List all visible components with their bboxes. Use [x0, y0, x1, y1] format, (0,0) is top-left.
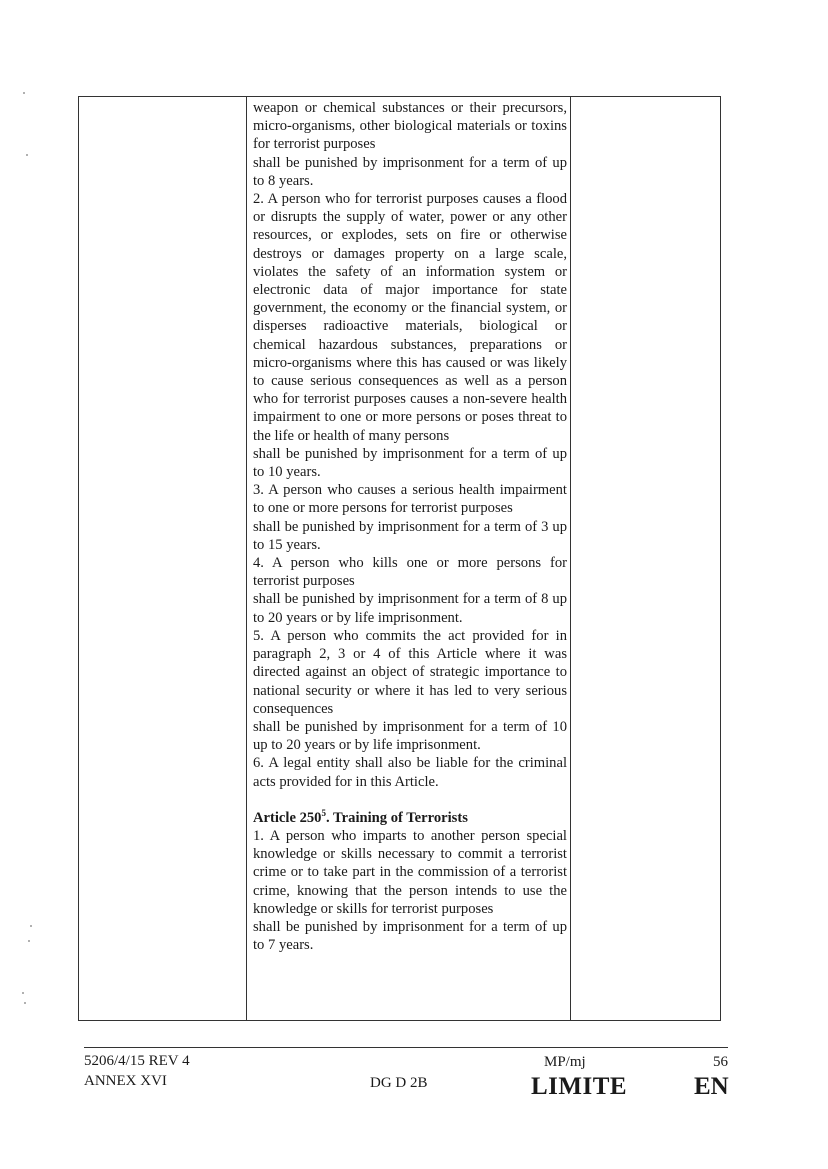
paragraph: shall be punished by imprisonment for a term of 8 up to 20 years or by life imprisonment. [253, 591, 567, 626]
article-heading-sup: 5 [321, 807, 326, 818]
table-column-left [79, 97, 247, 1020]
paragraph: weapon or chemical substances or their precursors, micro-organisms, other biological materials or toxins for terrorist purposes [253, 100, 567, 153]
paragraph: 1. A person who imparts to another person special knowledge or skills necessary to commit a terrorist crime or to take part in the commission of a terrorist crime, knowing that the person intends to use the knowledge or skills for terrorist purposes [253, 827, 567, 917]
classification-label: LIMITE [531, 1073, 628, 1100]
paragraph: shall be punished by imprisonment for a term of up to 10 years. [253, 445, 567, 481]
paragraph: shall be punished by imprisonment for a term of 3 up to 15 years. [253, 518, 567, 553]
table-column-right [571, 97, 720, 1020]
paragraph: 5. A person who commits the act provided for in paragraph 2, 3 or 4 of this Article where it was directed against an object of strategic importance to national security or where it has led to very serious consequences [253, 627, 567, 717]
annex-label: ANNEX XVI [84, 1073, 167, 1089]
paragraph: 3. A person who causes a serious health impairment to one or more persons for terrorist purposes [253, 482, 567, 517]
page-number: 56 [713, 1054, 728, 1070]
speck [22, 992, 24, 994]
article-text [253, 99, 567, 954]
doc-reference: 5206/4/15 REV 4 [84, 1053, 190, 1069]
author-initials: MP/mj [544, 1054, 586, 1070]
speck [23, 92, 25, 94]
speck [30, 925, 32, 927]
paragraph: 2. A person who for terrorist purposes causes a flood or disrupts the supply of water, power or any other resources, or explodes, sets on fire or otherwise destroys or damages property on a large scale, violates the safety of an information system or electronic data of major importance for state government, the economy or the financial system, or disperses radioactive materials, biological or chemical hazardous substances, preparations or micro-organisms where this has caused or was likely to cause serious consequences as well as a person who for terrorist purposes causes a non-severe health impairment to one or more persons or poses threat to the life or health of many persons [253, 191, 567, 444]
paragraph: 4. A person who kills one or more persons for terrorist purposes [253, 555, 567, 590]
spacer [253, 791, 567, 809]
article-heading-title: . Training of Terrorists [325, 809, 468, 826]
article-heading [253, 809, 567, 827]
language-code: EN [694, 1073, 729, 1100]
paragraph: shall be punished by imprisonment for a term of 10 up to 20 years or by life imprisonment. [253, 718, 567, 754]
footer-divider [84, 1047, 728, 1048]
table-column-text [247, 97, 571, 1020]
article-heading-prefix: Article 250 [253, 809, 322, 826]
paragraph: 6. A legal entity shall also be liable for the criminal acts provided for in this Article. [253, 755, 567, 790]
department-code: DG D 2B [370, 1075, 428, 1091]
paragraph: shall be punished by imprisonment for a term of up to 8 years. [253, 154, 567, 189]
paragraph: shall be punished by imprisonment for a term of up to 7 years. [253, 918, 567, 954]
speck [24, 1002, 26, 1004]
speck [28, 940, 30, 942]
document-table [78, 96, 721, 1021]
speck [26, 154, 28, 156]
